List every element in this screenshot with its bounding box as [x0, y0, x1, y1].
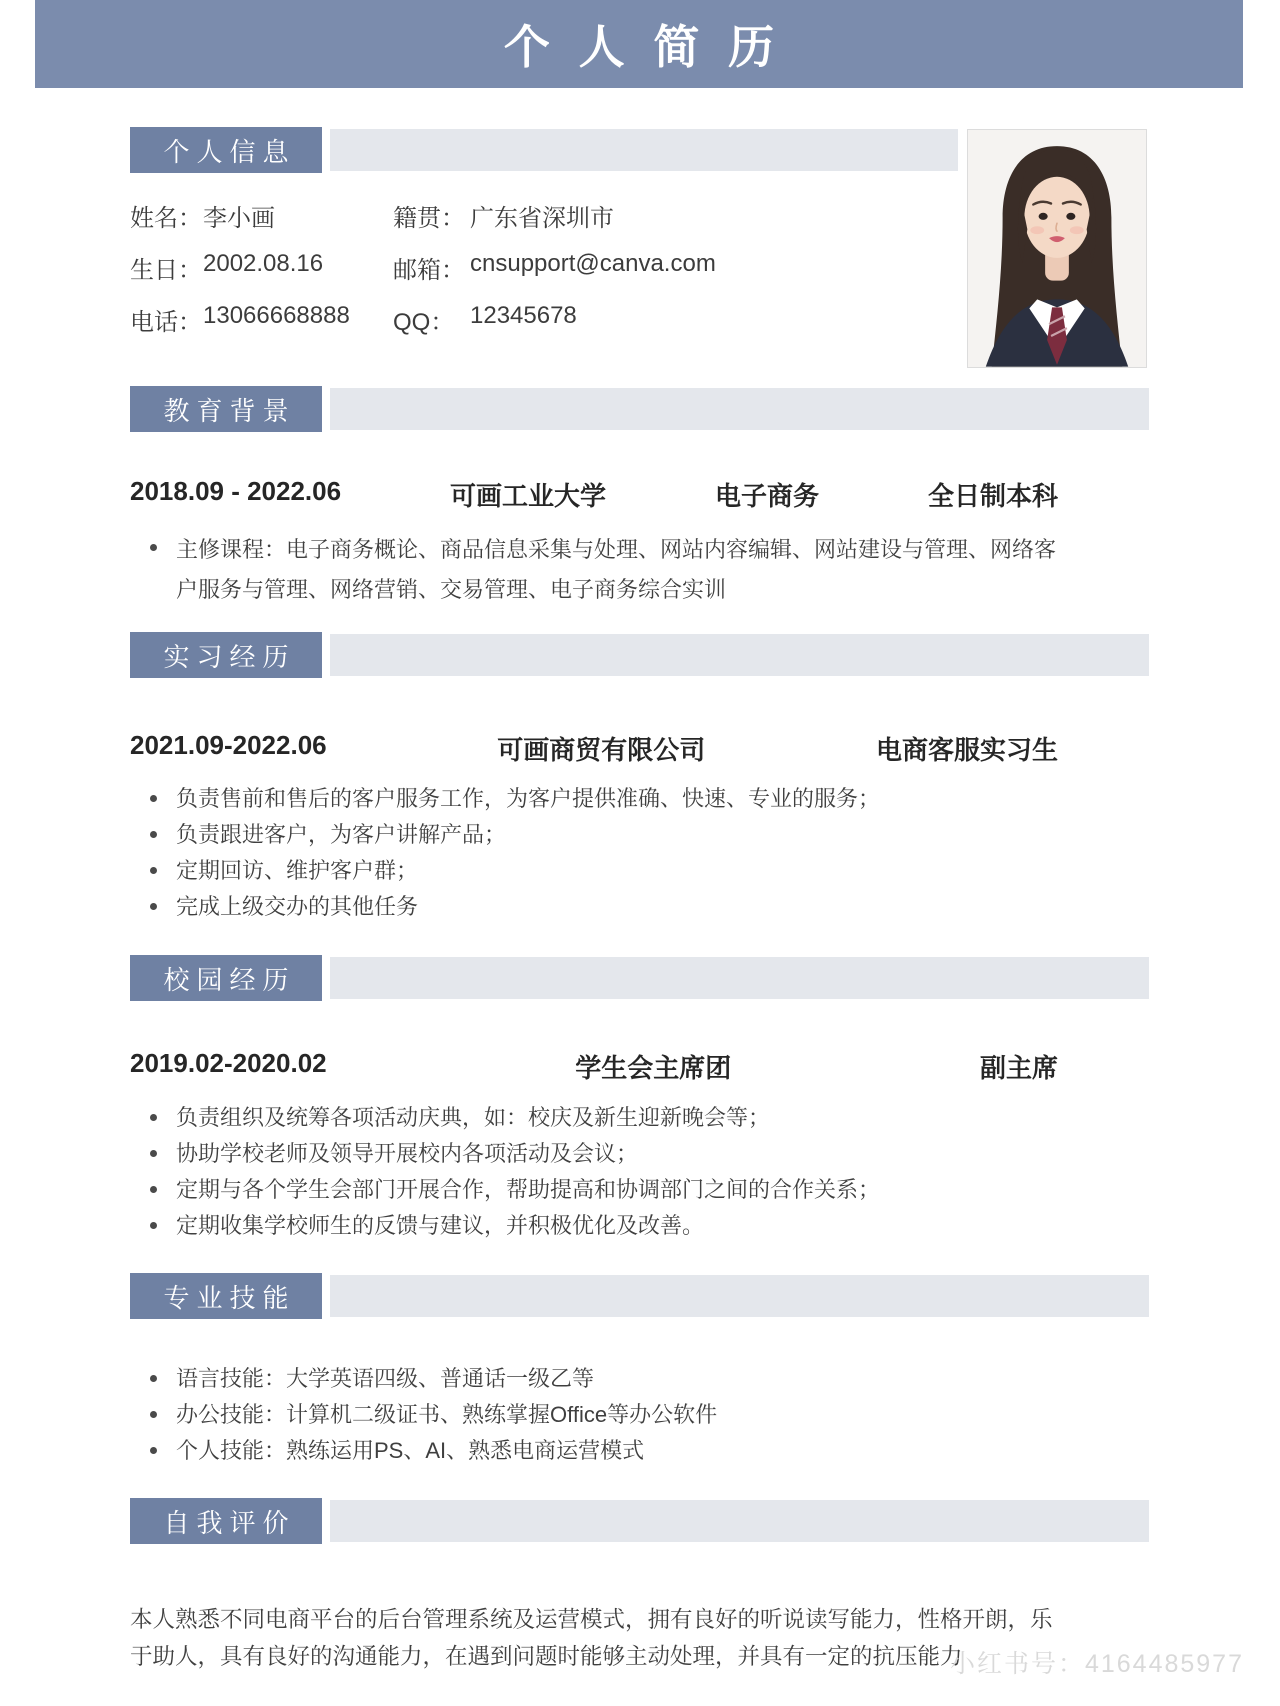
section-header-education [130, 386, 1149, 432]
name-value: 李小画 [203, 205, 275, 232]
id-photo [967, 129, 1147, 368]
section-title-internship: 实习经历 [130, 632, 322, 678]
email-label: 邮箱： [393, 257, 465, 284]
list-item: 办公技能：计算机二级证书、熟练掌握Office等办公软件 [148, 1397, 1060, 1433]
section-header-evaluation [130, 1498, 1149, 1544]
page-title: 个 人 简 历 [503, 21, 783, 73]
id-photo-illustration [968, 130, 1146, 367]
section-bar [330, 129, 958, 171]
list-item: 定期回访、维护客户群； [148, 853, 1060, 889]
section-title-campus: 校园经历 [130, 955, 322, 1001]
list-item: 完成上级交办的其他任务 [148, 889, 1060, 925]
list-item: 定期收集学校师生的反馈与建议，并积极优化及改善。 [148, 1208, 1060, 1244]
resume-title-banner [35, 0, 1243, 88]
section-bar [330, 388, 1149, 430]
campus-role: 副主席 [979, 1053, 1058, 1083]
education-bullet-list [148, 530, 1060, 610]
phone-value: 13066668888 [203, 302, 350, 329]
education-major: 电子商务 [715, 481, 820, 511]
name-label: 姓名： [130, 205, 202, 232]
list-item: 负责组织及统筹各项活动庆典，如：校庆及新生迎新晚会等； [148, 1100, 1060, 1136]
bullet-dot [150, 1222, 157, 1229]
phone-label: 电话： [130, 309, 202, 336]
list-item: 定期与各个学生会部门开展合作，帮助提高和协调部门之间的合作关系； [148, 1172, 1060, 1208]
bullet-dot [150, 867, 157, 874]
internship-company: 可画商贸有限公司 [497, 735, 706, 765]
education-period: 2018.09 - 2022.06 [130, 476, 342, 506]
hometown-value: 广东省深圳市 [470, 205, 614, 232]
section-bar [330, 634, 1149, 676]
section-title-skills: 专业技能 [130, 1273, 322, 1319]
section-header-campus [130, 955, 1149, 1001]
section-title-evaluation: 自我评价 [130, 1498, 322, 1544]
section-header-skills [130, 1273, 1149, 1319]
list-item: 协助学校老师及领导开展校内各项活动及会议； [148, 1136, 1060, 1172]
campus-entry-row [130, 1048, 1058, 1085]
internship-entry-row [130, 730, 1058, 767]
internship-role: 电商客服实习生 [875, 735, 1058, 765]
birthday-value: 2002.08.16 [203, 250, 324, 277]
bullet-dot [150, 544, 157, 551]
campus-organization: 学生会主席团 [575, 1053, 732, 1083]
list-item: 语言技能：大学英语四级、普通话一级乙等 [148, 1361, 1060, 1397]
section-bar [330, 1500, 1149, 1542]
bullet-dot [150, 1447, 157, 1454]
list-item: 个人技能：熟练运用PS、AI、熟悉电商运营模式 [148, 1433, 1060, 1469]
section-bar [330, 1275, 1149, 1317]
email-value: cnsupport@canva.com [470, 250, 716, 277]
education-school: 可画工业大学 [450, 481, 607, 511]
list-item: 负责跟进客户，为客户讲解产品； [148, 817, 1060, 853]
qq-label: QQ： [393, 309, 455, 336]
self-evaluation-text: 本人熟悉不同电商平台的后台管理系统及运营模式，拥有良好的听说读写能力，性格开朗，乐于助人，具有良好的沟通能力，在遇到问题时能够主动处理，并具有一定的抗压能力 [130, 1606, 1053, 1669]
campus-period: 2019.02-2020.02 [130, 1048, 327, 1078]
skills-bullet-list [148, 1361, 1060, 1469]
xiaohongshu-watermark: 小红书号：4164485977 [949, 1650, 1244, 1678]
education-entry-row [130, 476, 1058, 513]
bullet-dot [150, 903, 157, 910]
internship-period: 2021.09-2022.06 [130, 730, 327, 760]
section-bar [330, 957, 1149, 999]
internship-bullet-list [148, 781, 1060, 925]
bullet-dot [150, 831, 157, 838]
list-item: 主修课程：电子商务概论、商品信息采集与处理、网站内容编辑、网站建设与管理、网络客户服务与管理、网络营销、交易管理、电子商务综合实训 [148, 530, 1060, 610]
hometown-label: 籍贯： [393, 205, 465, 232]
section-title-education: 教育背景 [130, 386, 322, 432]
section-header-internship [130, 632, 1149, 678]
bullet-dot [150, 1375, 157, 1382]
bullet-dot [150, 795, 157, 802]
section-title-personal-info: 个人信息 [130, 127, 322, 173]
bullet-dot [150, 1114, 157, 1121]
list-item: 负责售前和售后的客户服务工作，为客户提供准确、快速、专业的服务； [148, 781, 1060, 817]
qq-value: 12345678 [470, 302, 577, 329]
bullet-dot [150, 1150, 157, 1157]
education-degree: 全日制本科 [927, 481, 1058, 511]
birthday-label: 生日： [130, 257, 202, 284]
bullet-dot [150, 1411, 157, 1418]
bullet-dot [150, 1186, 157, 1193]
campus-bullet-list [148, 1100, 1060, 1244]
